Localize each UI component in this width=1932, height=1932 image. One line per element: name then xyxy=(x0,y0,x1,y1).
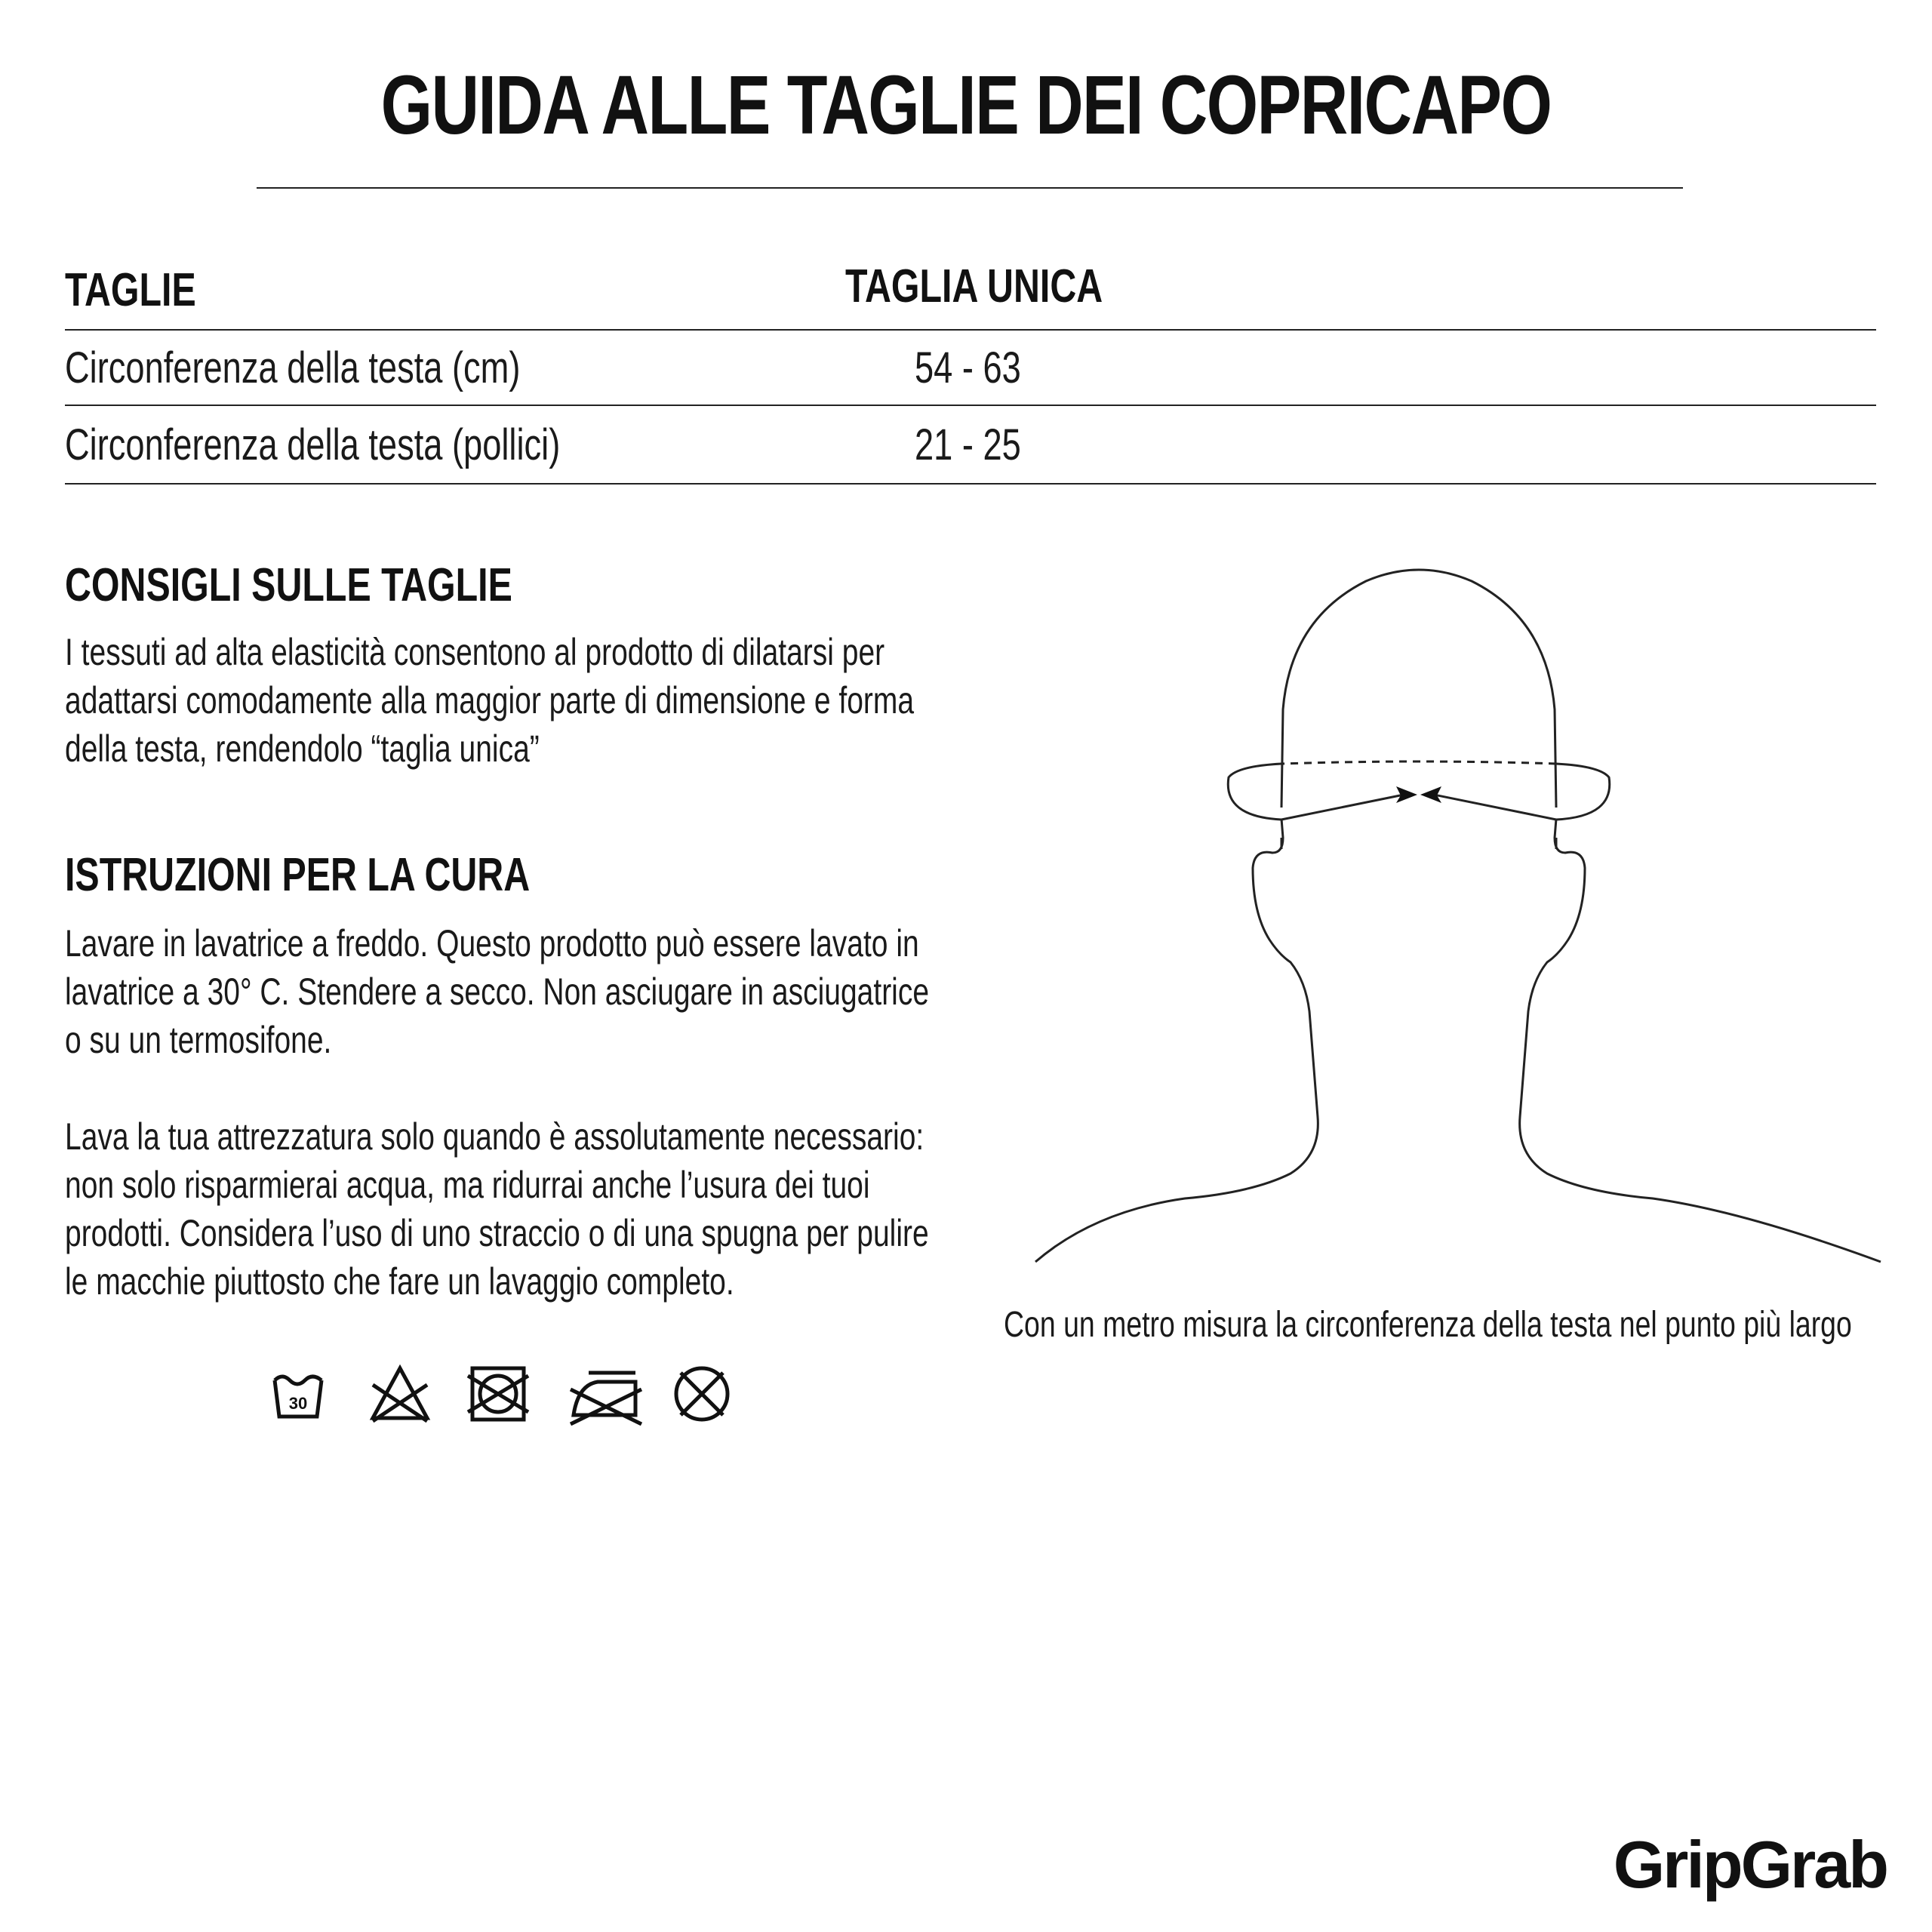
table-row-inch-value: 21 - 25 xyxy=(915,420,1021,469)
table-divider xyxy=(65,329,1876,331)
table-row-cm-label: Circonferenza della testa (cm) xyxy=(65,343,521,392)
no-iron-icon xyxy=(566,1365,645,1426)
no-dry-clean-icon xyxy=(670,1362,734,1426)
measuring-tape xyxy=(1556,764,1610,820)
care-icons xyxy=(272,1362,740,1430)
wash-30-icon xyxy=(272,1370,325,1423)
text-line: adattarsi comodamente alla maggior parte di dimensione e forma xyxy=(65,679,915,721)
table-row-cm-value: 54 - 63 xyxy=(915,343,1021,392)
head-outline xyxy=(1035,819,1318,1262)
text-line: I tessuti ad alta elasticità consentono al prodotto di dilatarsi per xyxy=(65,631,885,673)
text-line: non solo risparmierai acqua, ma ridurrai anche l’usura dei tuoi xyxy=(65,1164,870,1206)
text-line: lavatrice a 30° C. Stendere a secco. Non asciugare in asciugatrice xyxy=(65,971,930,1013)
care-text-2 xyxy=(65,1112,929,1306)
title-divider xyxy=(257,187,1683,189)
no-bleach-icon xyxy=(368,1362,432,1426)
text-line: Lava la tua attrezzatura solo quando è assolutamente necessario: xyxy=(65,1115,924,1158)
text-line: della testa, rendendolo “taglia unica” xyxy=(65,728,540,770)
wash-temp: 30 xyxy=(288,1394,308,1413)
text-line: o su un termosifone. xyxy=(65,1019,332,1061)
sizing-tips-title: CONSIGLI SULLE TAGLIE xyxy=(65,559,512,611)
table-divider xyxy=(65,483,1876,485)
text-line: prodotti. Considera l’uso di uno straccio o di una spugna per pulire xyxy=(65,1212,929,1254)
no-tumble-dry-icon xyxy=(466,1362,530,1426)
head-outline xyxy=(1281,570,1556,808)
head-outline xyxy=(1520,819,1881,1262)
measuring-tape xyxy=(1434,795,1556,820)
care-text-1 xyxy=(65,919,929,1064)
text-line: le macchie piuttosto che fare un lavaggio completo. xyxy=(65,1260,734,1303)
care-title: ISTRUZIONI PER LA CURA xyxy=(65,849,531,901)
head-measurement-illustration xyxy=(1026,558,1902,1283)
sizing-tips-text xyxy=(65,628,914,773)
table-divider xyxy=(65,405,1876,406)
text-line: Lavare in lavatrice a freddo. Questo prodotto può essere lavato in xyxy=(65,922,919,964)
measuring-tape xyxy=(1228,764,1281,820)
table-header-one-size: TAGLIA UNICA xyxy=(845,260,1103,312)
measuring-tape xyxy=(1281,795,1404,820)
illustration-caption: Con un metro misura la circonferenza della testa nel punto più largo xyxy=(1004,1305,1852,1345)
table-row-inch-label: Circonferenza della testa (pollici) xyxy=(65,420,561,469)
page-title: GUIDA ALLE TAGLIE DEI COPRICAPO xyxy=(380,59,1552,152)
brand-logo: GripGrab xyxy=(1613,1827,1887,1902)
measuring-tape-back xyxy=(1281,761,1556,764)
table-header-sizes: TAGLIE xyxy=(65,264,196,316)
